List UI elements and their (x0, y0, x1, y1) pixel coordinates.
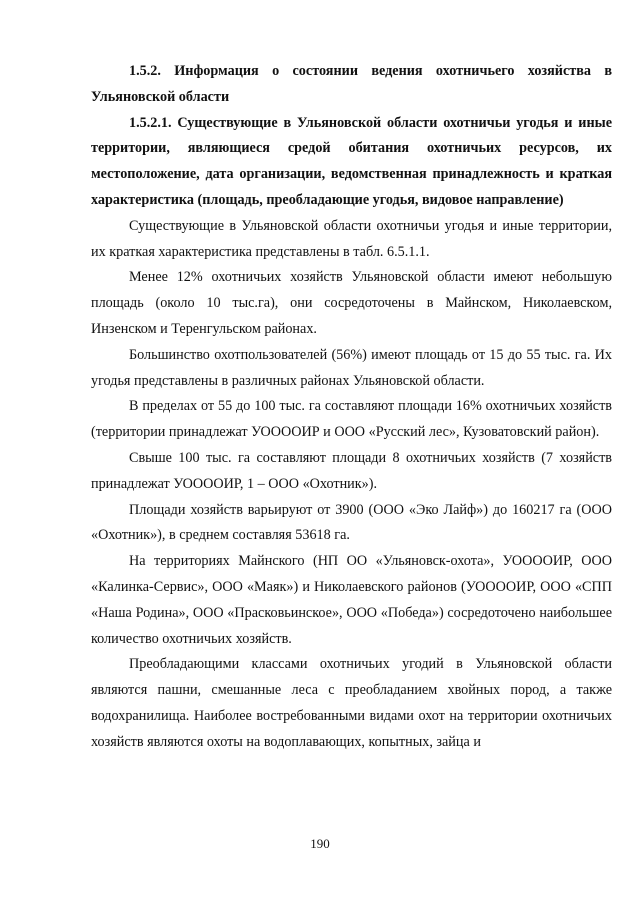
paragraph: Существующие в Ульяновской области охотничьи угодья и иные территории, их краткая характеристика представлены в табл. 6.5.1.1. (91, 217, 612, 260)
page-content (91, 59, 612, 756)
page-number: 190 (310, 836, 330, 851)
section-heading: 1.5.2. Информация о состоянии ведения охотничьего хозяйства в Ульяновской области (91, 63, 612, 105)
paragraph: В пределах от 55 до 100 тыс. га составляют площади 16% охотничьих хозяйств (территории принадлежат УООООИР и ООО «Русский лес», Кузоватовский район). (91, 398, 612, 441)
paragraph: Площади хозяйств варьируют от 3900 (ООО «Эко Лайф») до 160217 га (ООО «Охотник»), в среднем составляя 53618 га. (91, 501, 612, 544)
paragraph: Преобладающими классами охотничьих угодий в Ульяновской области являются пашни, смешанные леса с преобладанием хвойных пород, а также водохранилища. Наиболее востребованными видами охот на территории охотничьих хозяйств являются охоты на водоплавающих, копытных, зайца и (91, 656, 612, 750)
paragraph: Большинство охотпользователей (56%) имеют площадь от 15 до 55 тыс. га. Их угодья представлены в различных районах Ульяновской области. (91, 346, 612, 389)
subsection-heading: 1.5.2.1. Существующие в Ульяновской области охотничьи угодья и иные территории, являющиеся средой обитания охотничьих ресурсов, их местоположение, дата организации, ведомственная принадлежность и краткая характеристика (площадь, преобладающие угодья, видовое направление) (91, 114, 612, 208)
paragraph: Менее 12% охотничьих хозяйств Ульяновской области имеют небольшую площадь (около 10 тыс.га), они сосредоточены в Майнском, Николаевском, Инзенском и Теренгульском районах. (91, 269, 612, 337)
paragraph: На территориях Майнского (НП ОО «Ульяновск-охота», УООООИР, ООО «Калинка-Сервис», ООО «Маяк») и Николаевского районов (УООООИР, ООО «СПП «Наша Родина», ООО «Прасковьинское», ООО «Победа») сосредоточено наибольшее количество охотничьих хозяйств. (91, 553, 612, 647)
paragraph: Свыше 100 тыс. га составляют площади 8 охотничьих хозяйств (7 хозяйств принадлежат УООООИР, 1 – ООО «Охотник»). (91, 449, 612, 492)
